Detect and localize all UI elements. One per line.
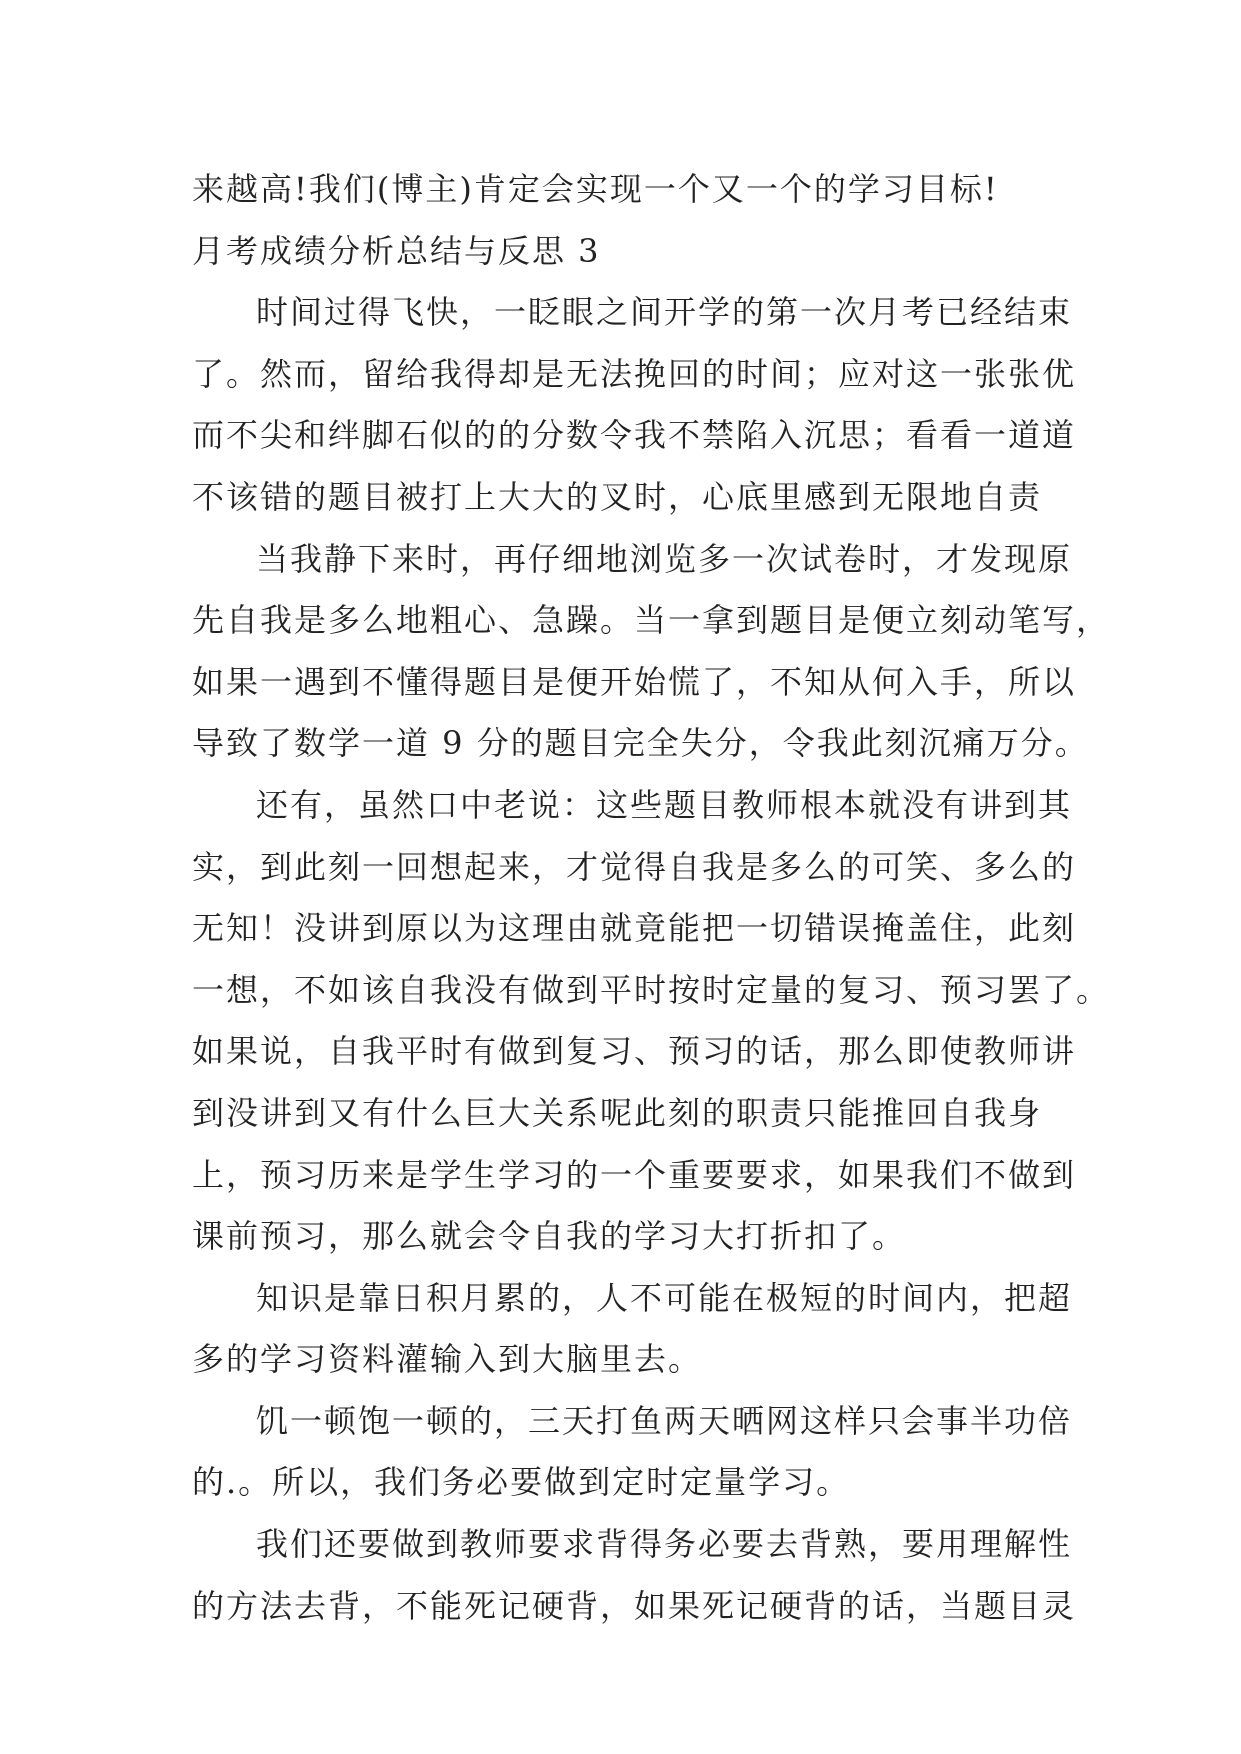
text-line: 导致了数学一道 9 分的题目完全失分，令我此刻沉痛万分。	[192, 724, 1089, 763]
text-line: 时间过得飞快，一眨眼之间开学的第一次月考已经结束	[256, 293, 1073, 332]
text-line: 课前预习，那么就会令自我的学习大打折扣了。	[192, 1217, 907, 1256]
text-line: 还有，虽然口中老说：这些题目教师根本就没有讲到其	[256, 785, 1073, 824]
text-line: 而不尖和绊脚石似的的分数令我不禁陷入沉思；看看一道道	[192, 416, 1077, 455]
text-line: 实，到此刻一回想起来，才觉得自我是多么的可笑、多么的	[192, 847, 1077, 886]
text-line: 来越高!我们(博主)肯定会实现一个又一个的学习目标!	[192, 170, 999, 208]
text-line: 的.。所以，我们务必要做到定时定量学习。	[192, 1463, 851, 1502]
text-line: 当我静下来时，再仔细地浏览多一次试卷时，才发现原	[256, 539, 1073, 578]
section-heading: 月考成绩分析总结与反思 3	[192, 231, 601, 270]
text-line: 饥一顿饱一顿的，三天打鱼两天晒网这样只会事半功倍	[256, 1401, 1073, 1440]
text-line: 不该错的题目被打上大大的叉时，心底里感到无限地自责	[192, 477, 1043, 516]
text-line: 一想，不如该自我没有做到平时按时定量的复习、预习罢了。	[192, 970, 1111, 1009]
text-line: 上，预习历来是学生学习的一个重要要求，如果我们不做到	[192, 1155, 1077, 1194]
text-line: 多的学习资料灌输入到大脑里去。	[192, 1340, 703, 1379]
text-line: 如果说，自我平时有做到复习、预习的话，那么即使教师讲	[192, 1032, 1077, 1071]
text-line: 知识是靠日积月累的，人不可能在极短的时间内，把超	[256, 1278, 1073, 1317]
document-body	[192, 159, 1111, 1637]
text-line: 的方法去背，不能死记硬背，如果死记硬背的话，当题目灵	[192, 1586, 1077, 1625]
text-line: 无知！没讲到原以为这理由就竟能把一切错误掩盖住，此刻	[192, 909, 1077, 948]
text-line: 如果一遇到不懂得题目是便开始慌了，不知从何入手，所以	[192, 662, 1077, 701]
text-line: 到没讲到又有什么巨大关系呢此刻的职责只能推回自我身	[192, 1093, 1043, 1132]
text-line: 了。然而，留给我得却是无法挽回的时间；应对这一张张优	[192, 354, 1077, 393]
text-line: 先自我是多么地粗心、急躁。当一拿到题目是便立刻动笔写，	[192, 601, 1111, 640]
text-line: 我们还要做到教师要求背得务必要去背熟，要用理解性	[256, 1525, 1073, 1564]
